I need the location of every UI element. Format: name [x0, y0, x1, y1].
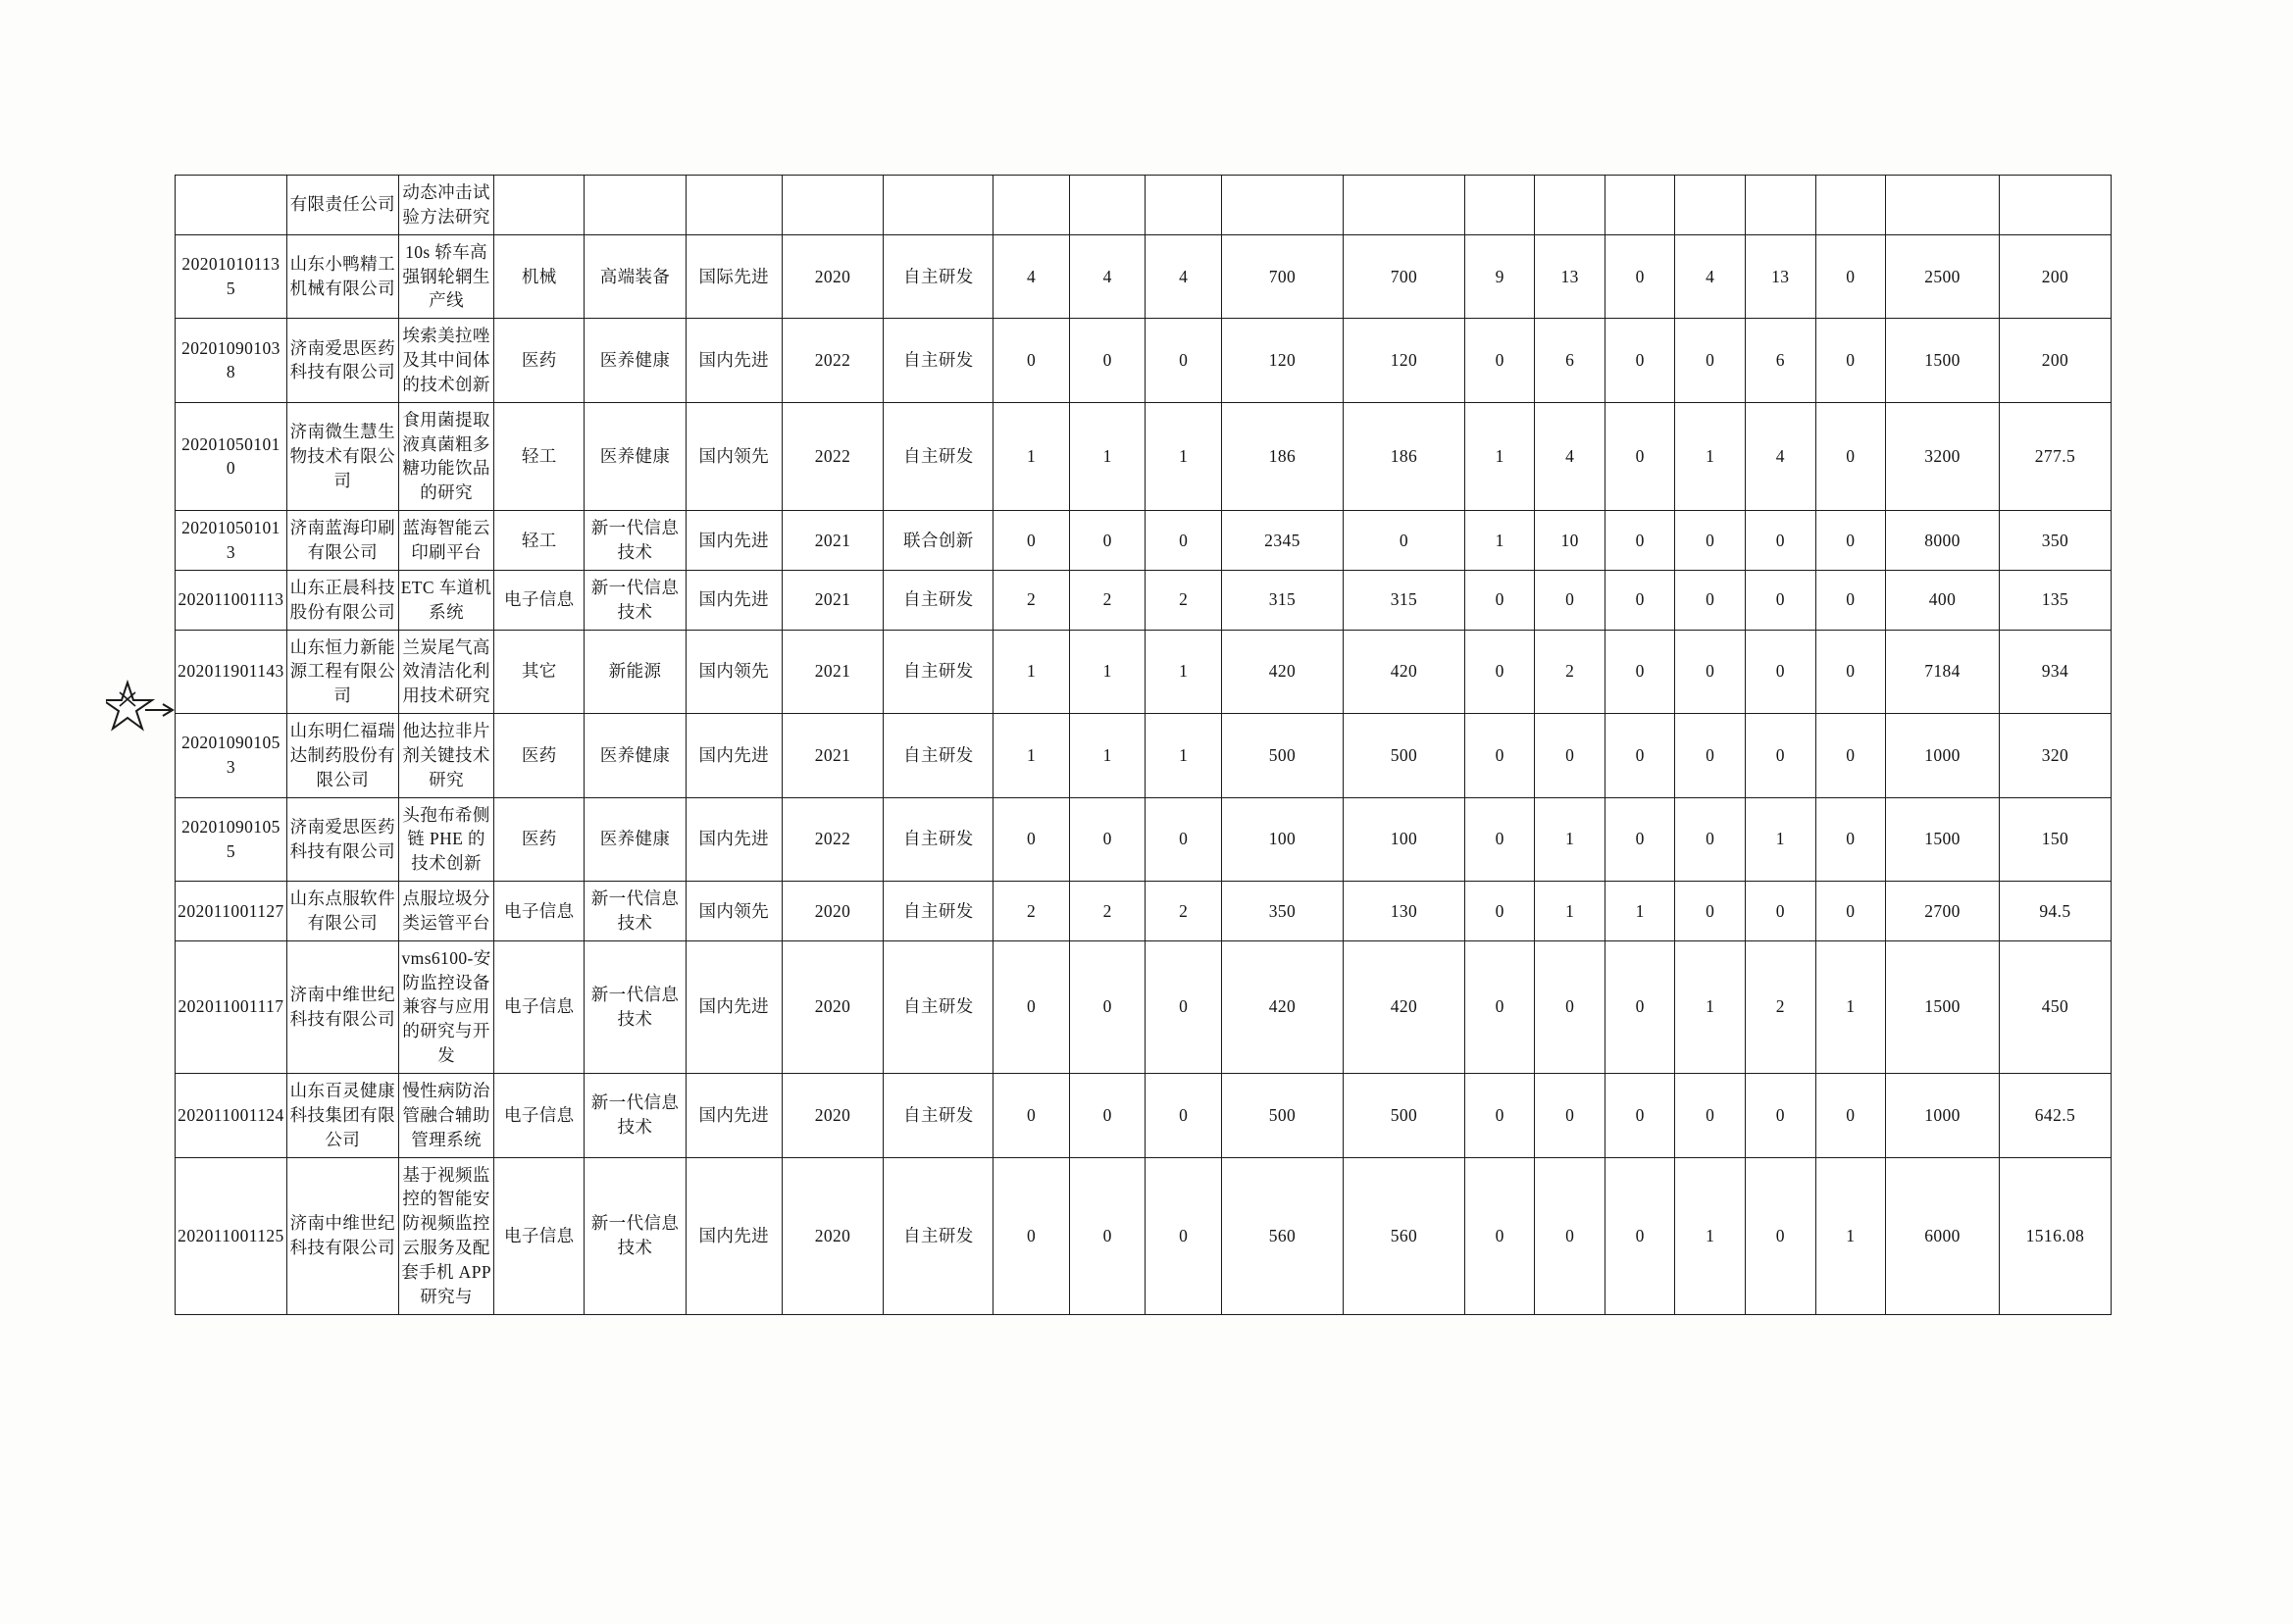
cell-n3: 1: [1146, 402, 1222, 510]
cell-s6: [1815, 176, 1886, 235]
cell-m2: 120: [1343, 319, 1464, 403]
table-body: [176, 176, 2112, 1315]
cell-year: 2022: [782, 319, 884, 403]
cell-s1: 0: [1464, 570, 1535, 630]
project-table: [175, 175, 2112, 1315]
cell-tech-level: 国内领先: [686, 630, 782, 714]
cell-s2: 0: [1535, 570, 1605, 630]
cell-project-name: 兰炭尾气高效清洁化利用技术研究: [398, 630, 494, 714]
cell-project-name: 慢性病防治管融合辅助管理系统: [398, 1074, 494, 1158]
cell-project-name: ETC 车道机系统: [398, 570, 494, 630]
cell-s3: 0: [1605, 511, 1675, 571]
table-row: [176, 402, 2112, 510]
cell-org-name: 济南中维世纪科技有限公司: [286, 1157, 398, 1314]
cell-m1: 500: [1222, 714, 1344, 798]
cell-s2: 1: [1535, 797, 1605, 882]
cell-t2: 277.5: [1999, 402, 2111, 510]
cell-s1: 0: [1464, 1074, 1535, 1158]
cell-year: 2021: [782, 570, 884, 630]
cell-project-id: 202010101135: [176, 234, 287, 319]
cell-m1: 186: [1222, 402, 1344, 510]
cell-n1: [994, 176, 1070, 235]
cell-t2: 350: [1999, 511, 2111, 571]
table-row: [176, 234, 2112, 319]
cell-tech-level: 国内先进: [686, 319, 782, 403]
cell-rd-mode: 自主研发: [884, 1157, 994, 1314]
table-row: [176, 940, 2112, 1073]
cell-s2: 0: [1535, 1074, 1605, 1158]
cell-n2: 1: [1069, 714, 1146, 798]
cell-s5: 13: [1746, 234, 1816, 319]
cell-s2: 1: [1535, 882, 1605, 941]
cell-field: 机械: [494, 234, 585, 319]
cell-s6: 0: [1815, 714, 1886, 798]
cell-project-id: 202011901143: [176, 630, 287, 714]
cell-s2: 2: [1535, 630, 1605, 714]
cell-t1: 400: [1886, 570, 2000, 630]
cell-industry: 医养健康: [585, 402, 687, 510]
cell-s3: 0: [1605, 319, 1675, 403]
cell-project-name: 他达拉非片剂关键技术研究: [398, 714, 494, 798]
cell-m1: 500: [1222, 1074, 1344, 1158]
cell-industry: 医养健康: [585, 797, 687, 882]
cell-project-id: 202011001113: [176, 570, 287, 630]
cell-m2: 500: [1343, 714, 1464, 798]
cell-rd-mode: 联合创新: [884, 511, 994, 571]
cell-n3: 0: [1146, 319, 1222, 403]
cell-rd-mode: 自主研发: [884, 940, 994, 1073]
cell-field: [494, 176, 585, 235]
cell-t1: 1500: [1886, 319, 2000, 403]
table-row: [176, 176, 2112, 235]
cell-rd-mode: 自主研发: [884, 319, 994, 403]
cell-org-name: 济南中维世纪科技有限公司: [286, 940, 398, 1073]
cell-s5: 6: [1746, 319, 1816, 403]
cell-n1: 2: [994, 882, 1070, 941]
cell-s5: [1746, 176, 1816, 235]
cell-m2: 700: [1343, 234, 1464, 319]
cell-n1: 1: [994, 630, 1070, 714]
cell-year: 2020: [782, 1157, 884, 1314]
cell-s3: 0: [1605, 1074, 1675, 1158]
cell-t1: 1000: [1886, 714, 2000, 798]
cell-t1: 8000: [1886, 511, 2000, 571]
cell-org-name: 济南微生慧生物技术有限公司: [286, 402, 398, 510]
cell-n1: 1: [994, 714, 1070, 798]
cell-org-name: 山东百灵健康科技集团有限公司: [286, 1074, 398, 1158]
cell-project-id: 202011001127: [176, 882, 287, 941]
cell-t2: 450: [1999, 940, 2111, 1073]
cell-industry: 医养健康: [585, 319, 687, 403]
cell-s3: 0: [1605, 234, 1675, 319]
cell-org-name: 山东小鸭精工机械有限公司: [286, 234, 398, 319]
cell-industry: 新一代信息技术: [585, 511, 687, 571]
cell-m2: 130: [1343, 882, 1464, 941]
cell-s3: 0: [1605, 940, 1675, 1073]
cell-n2: 0: [1069, 1074, 1146, 1158]
cell-s6: 0: [1815, 234, 1886, 319]
cell-s1: [1464, 176, 1535, 235]
cell-n2: 2: [1069, 570, 1146, 630]
cell-t1: 6000: [1886, 1157, 2000, 1314]
cell-s1: 0: [1464, 797, 1535, 882]
cell-s1: 0: [1464, 630, 1535, 714]
cell-tech-level: 国际先进: [686, 234, 782, 319]
cell-s1: 0: [1464, 940, 1535, 1073]
cell-s6: 0: [1815, 630, 1886, 714]
cell-s6: 0: [1815, 319, 1886, 403]
cell-n3: [1146, 176, 1222, 235]
cell-field: 轻工: [494, 402, 585, 510]
cell-s4: [1675, 176, 1746, 235]
cell-project-id: 202011001125: [176, 1157, 287, 1314]
cell-t2: 150: [1999, 797, 2111, 882]
cell-n3: 0: [1146, 1157, 1222, 1314]
cell-s4: 0: [1675, 511, 1746, 571]
cell-s3: 0: [1605, 570, 1675, 630]
cell-n2: 0: [1069, 511, 1146, 571]
cell-t1: 1000: [1886, 1074, 2000, 1158]
table-row: [176, 319, 2112, 403]
cell-project-id: 202010901053: [176, 714, 287, 798]
cell-year: 2020: [782, 234, 884, 319]
table-row: [176, 630, 2112, 714]
cell-t1: [1886, 176, 2000, 235]
cell-m2: 420: [1343, 940, 1464, 1073]
cell-tech-level: 国内先进: [686, 511, 782, 571]
cell-field: 轻工: [494, 511, 585, 571]
cell-tech-level: 国内领先: [686, 882, 782, 941]
cell-s3: 0: [1605, 797, 1675, 882]
cell-year: 2020: [782, 940, 884, 1073]
cell-industry: 医养健康: [585, 714, 687, 798]
cell-n2: 1: [1069, 630, 1146, 714]
cell-s2: 4: [1535, 402, 1605, 510]
cell-m2: 500: [1343, 1074, 1464, 1158]
cell-rd-mode: 自主研发: [884, 234, 994, 319]
cell-m1: 420: [1222, 940, 1344, 1073]
cell-tech-level: 国内先进: [686, 797, 782, 882]
cell-year: 2022: [782, 797, 884, 882]
cell-t2: 1516.08: [1999, 1157, 2111, 1314]
cell-s4: 0: [1675, 714, 1746, 798]
cell-field: 其它: [494, 630, 585, 714]
cell-project-name: 点服垃圾分类运管平台: [398, 882, 494, 941]
cell-org-name: 济南爱思医药科技有限公司: [286, 797, 398, 882]
cell-m2: 100: [1343, 797, 1464, 882]
cell-t2: [1999, 176, 2111, 235]
cell-field: 电子信息: [494, 570, 585, 630]
cell-n3: 1: [1146, 714, 1222, 798]
table-row: [176, 882, 2112, 941]
table-row: [176, 1157, 2112, 1314]
cell-rd-mode: 自主研发: [884, 797, 994, 882]
cell-s2: [1535, 176, 1605, 235]
cell-s1: 1: [1464, 402, 1535, 510]
cell-m1: 2345: [1222, 511, 1344, 571]
cell-tech-level: 国内领先: [686, 402, 782, 510]
cell-s1: 0: [1464, 882, 1535, 941]
cell-n1: 0: [994, 1157, 1070, 1314]
cell-project-id: 202011001117: [176, 940, 287, 1073]
cell-t2: 94.5: [1999, 882, 2111, 941]
cell-t2: 200: [1999, 319, 2111, 403]
cell-industry: 高端装备: [585, 234, 687, 319]
cell-m1: 120: [1222, 319, 1344, 403]
cell-m1: 560: [1222, 1157, 1344, 1314]
cell-t2: 934: [1999, 630, 2111, 714]
cell-t1: 1500: [1886, 940, 2000, 1073]
cell-s5: 1: [1746, 797, 1816, 882]
cell-m1: 100: [1222, 797, 1344, 882]
cell-field: 电子信息: [494, 940, 585, 1073]
cell-industry: 新一代信息技术: [585, 1074, 687, 1158]
cell-industry: 新能源: [585, 630, 687, 714]
cell-field: 医药: [494, 319, 585, 403]
cell-s4: 0: [1675, 1074, 1746, 1158]
cell-n1: 2: [994, 570, 1070, 630]
cell-project-name: 10s 轿车高强钢轮辋生产线: [398, 234, 494, 319]
cell-m2: 420: [1343, 630, 1464, 714]
cell-m1: 315: [1222, 570, 1344, 630]
cell-s6: 0: [1815, 570, 1886, 630]
cell-s4: 1: [1675, 940, 1746, 1073]
cell-s2: 0: [1535, 714, 1605, 798]
cell-n2: 4: [1069, 234, 1146, 319]
cell-s2: 10: [1535, 511, 1605, 571]
cell-t2: 642.5: [1999, 1074, 2111, 1158]
cell-project-id: [176, 176, 287, 235]
cell-rd-mode: [884, 176, 994, 235]
cell-m1: 420: [1222, 630, 1344, 714]
cell-s5: 0: [1746, 1074, 1816, 1158]
cell-n3: 2: [1146, 570, 1222, 630]
cell-industry: 新一代信息技术: [585, 940, 687, 1073]
cell-s1: 1: [1464, 511, 1535, 571]
cell-m2: 0: [1343, 511, 1464, 571]
cell-year: 2022: [782, 402, 884, 510]
cell-project-name: 蓝海智能云印刷平台: [398, 511, 494, 571]
cell-rd-mode: 自主研发: [884, 630, 994, 714]
cell-industry: 新一代信息技术: [585, 1157, 687, 1314]
cell-m2: 560: [1343, 1157, 1464, 1314]
cell-n3: 0: [1146, 940, 1222, 1073]
cell-s2: 13: [1535, 234, 1605, 319]
cell-rd-mode: 自主研发: [884, 1074, 994, 1158]
cell-t1: 2500: [1886, 234, 2000, 319]
cell-s4: 1: [1675, 1157, 1746, 1314]
cell-field: 医药: [494, 714, 585, 798]
cell-m1: 350: [1222, 882, 1344, 941]
cell-org-name: 山东正晨科技股份有限公司: [286, 570, 398, 630]
cell-s5: 2: [1746, 940, 1816, 1073]
cell-s6: 0: [1815, 882, 1886, 941]
cell-industry: 新一代信息技术: [585, 570, 687, 630]
cell-project-name: 动态冲击试验方法研究: [398, 176, 494, 235]
cell-t1: 3200: [1886, 402, 2000, 510]
cell-tech-level: 国内先进: [686, 570, 782, 630]
cell-n3: 4: [1146, 234, 1222, 319]
cell-org-name: 济南爱思医药科技有限公司: [286, 319, 398, 403]
cell-n3: 1: [1146, 630, 1222, 714]
cell-org-name: 山东明仁福瑞达制药股份有限公司: [286, 714, 398, 798]
cell-s3: [1605, 176, 1675, 235]
cell-rd-mode: 自主研发: [884, 714, 994, 798]
cell-org-name: 有限责任公司: [286, 176, 398, 235]
cell-m2: 186: [1343, 402, 1464, 510]
cell-t2: 135: [1999, 570, 2111, 630]
cell-n2: 0: [1069, 940, 1146, 1073]
cell-s3: 0: [1605, 714, 1675, 798]
cell-s1: 0: [1464, 1157, 1535, 1314]
cell-tech-level: 国内先进: [686, 1157, 782, 1314]
cell-s6: 0: [1815, 402, 1886, 510]
cell-project-name: 头孢布希侧链 PHE 的技术创新: [398, 797, 494, 882]
cell-t1: 7184: [1886, 630, 2000, 714]
cell-n3: 2: [1146, 882, 1222, 941]
cell-project-id: 202010901038: [176, 319, 287, 403]
cell-n2: 1: [1069, 402, 1146, 510]
cell-project-name: 埃索美拉唑及其中间体的技术创新: [398, 319, 494, 403]
cell-s1: 0: [1464, 319, 1535, 403]
cell-n2: 0: [1069, 319, 1146, 403]
cell-s6: 1: [1815, 940, 1886, 1073]
cell-s4: 0: [1675, 797, 1746, 882]
cell-n2: 0: [1069, 797, 1146, 882]
cell-s3: 0: [1605, 1157, 1675, 1314]
cell-n1: 0: [994, 511, 1070, 571]
cell-field: 电子信息: [494, 882, 585, 941]
cell-n3: 0: [1146, 797, 1222, 882]
cell-industry: [585, 176, 687, 235]
cell-tech-level: [686, 176, 782, 235]
cell-year: 2021: [782, 714, 884, 798]
cell-s4: 0: [1675, 882, 1746, 941]
cell-n1: 0: [994, 319, 1070, 403]
table-row: [176, 570, 2112, 630]
cell-n3: 0: [1146, 511, 1222, 571]
cell-org-name: 济南蓝海印刷有限公司: [286, 511, 398, 571]
cell-project-name: 食用菌提取液真菌粗多糖功能饮品的研究: [398, 402, 494, 510]
cell-n3: 0: [1146, 1074, 1222, 1158]
cell-s6: 1: [1815, 1157, 1886, 1314]
cell-year: 2021: [782, 511, 884, 571]
project-table-container: [175, 175, 2112, 1315]
cell-tech-level: 国内先进: [686, 940, 782, 1073]
cell-s4: 4: [1675, 234, 1746, 319]
cell-tech-level: 国内先进: [686, 714, 782, 798]
cell-n1: 1: [994, 402, 1070, 510]
table-row: [176, 511, 2112, 571]
cell-s5: 0: [1746, 1157, 1816, 1314]
table-row: [176, 1074, 2112, 1158]
cell-s1: 0: [1464, 714, 1535, 798]
cell-t1: 2700: [1886, 882, 2000, 941]
cell-year: 2021: [782, 630, 884, 714]
cell-n1: 0: [994, 1074, 1070, 1158]
cell-s5: 0: [1746, 570, 1816, 630]
table-row: [176, 797, 2112, 882]
table-row: [176, 714, 2112, 798]
cell-t1: 1500: [1886, 797, 2000, 882]
cell-s6: 0: [1815, 797, 1886, 882]
cell-field: 电子信息: [494, 1074, 585, 1158]
cell-n1: 0: [994, 797, 1070, 882]
cell-s1: 9: [1464, 234, 1535, 319]
cell-s5: 4: [1746, 402, 1816, 510]
cell-s2: 0: [1535, 940, 1605, 1073]
cell-field: 医药: [494, 797, 585, 882]
cell-s2: 0: [1535, 1157, 1605, 1314]
cell-s3: 1: [1605, 882, 1675, 941]
cell-tech-level: 国内先进: [686, 1074, 782, 1158]
cell-project-id: 202011001124: [176, 1074, 287, 1158]
cell-t2: 200: [1999, 234, 2111, 319]
cell-industry: 新一代信息技术: [585, 882, 687, 941]
cell-rd-mode: 自主研发: [884, 402, 994, 510]
cell-n2: 2: [1069, 882, 1146, 941]
cell-s3: 0: [1605, 630, 1675, 714]
cell-n2: [1069, 176, 1146, 235]
cell-year: 2020: [782, 1074, 884, 1158]
cell-rd-mode: 自主研发: [884, 882, 994, 941]
cell-s4: 1: [1675, 402, 1746, 510]
cell-s6: 0: [1815, 511, 1886, 571]
cell-m1: [1222, 176, 1344, 235]
cell-org-name: 山东点服软件有限公司: [286, 882, 398, 941]
cell-s4: 0: [1675, 630, 1746, 714]
cell-s3: 0: [1605, 402, 1675, 510]
cell-project-id: 202010501013: [176, 511, 287, 571]
cell-rd-mode: 自主研发: [884, 570, 994, 630]
cell-project-name: 基于视频监控的智能安防视频监控云服务及配套手机 APP 研究与: [398, 1157, 494, 1314]
cell-n1: 4: [994, 234, 1070, 319]
cell-n1: 0: [994, 940, 1070, 1073]
cell-year: 2020: [782, 882, 884, 941]
cell-m1: 700: [1222, 234, 1344, 319]
cell-s4: 0: [1675, 570, 1746, 630]
cell-s5: 0: [1746, 630, 1816, 714]
cell-m2: 315: [1343, 570, 1464, 630]
cell-project-name: vms6100-安防监控设备兼容与应用的研究与开发: [398, 940, 494, 1073]
cell-s5: 0: [1746, 882, 1816, 941]
cell-s5: 0: [1746, 714, 1816, 798]
cell-field: 电子信息: [494, 1157, 585, 1314]
cell-year: [782, 176, 884, 235]
cell-project-id: 202010501010: [176, 402, 287, 510]
cell-s4: 0: [1675, 319, 1746, 403]
cell-project-id: 202010901055: [176, 797, 287, 882]
cell-s6: 0: [1815, 1074, 1886, 1158]
cell-org-name: 山东恒力新能源工程有限公司: [286, 630, 398, 714]
cell-s5: 0: [1746, 511, 1816, 571]
cell-t2: 320: [1999, 714, 2111, 798]
cell-n2: 0: [1069, 1157, 1146, 1314]
cell-m2: [1343, 176, 1464, 235]
cell-s2: 6: [1535, 319, 1605, 403]
